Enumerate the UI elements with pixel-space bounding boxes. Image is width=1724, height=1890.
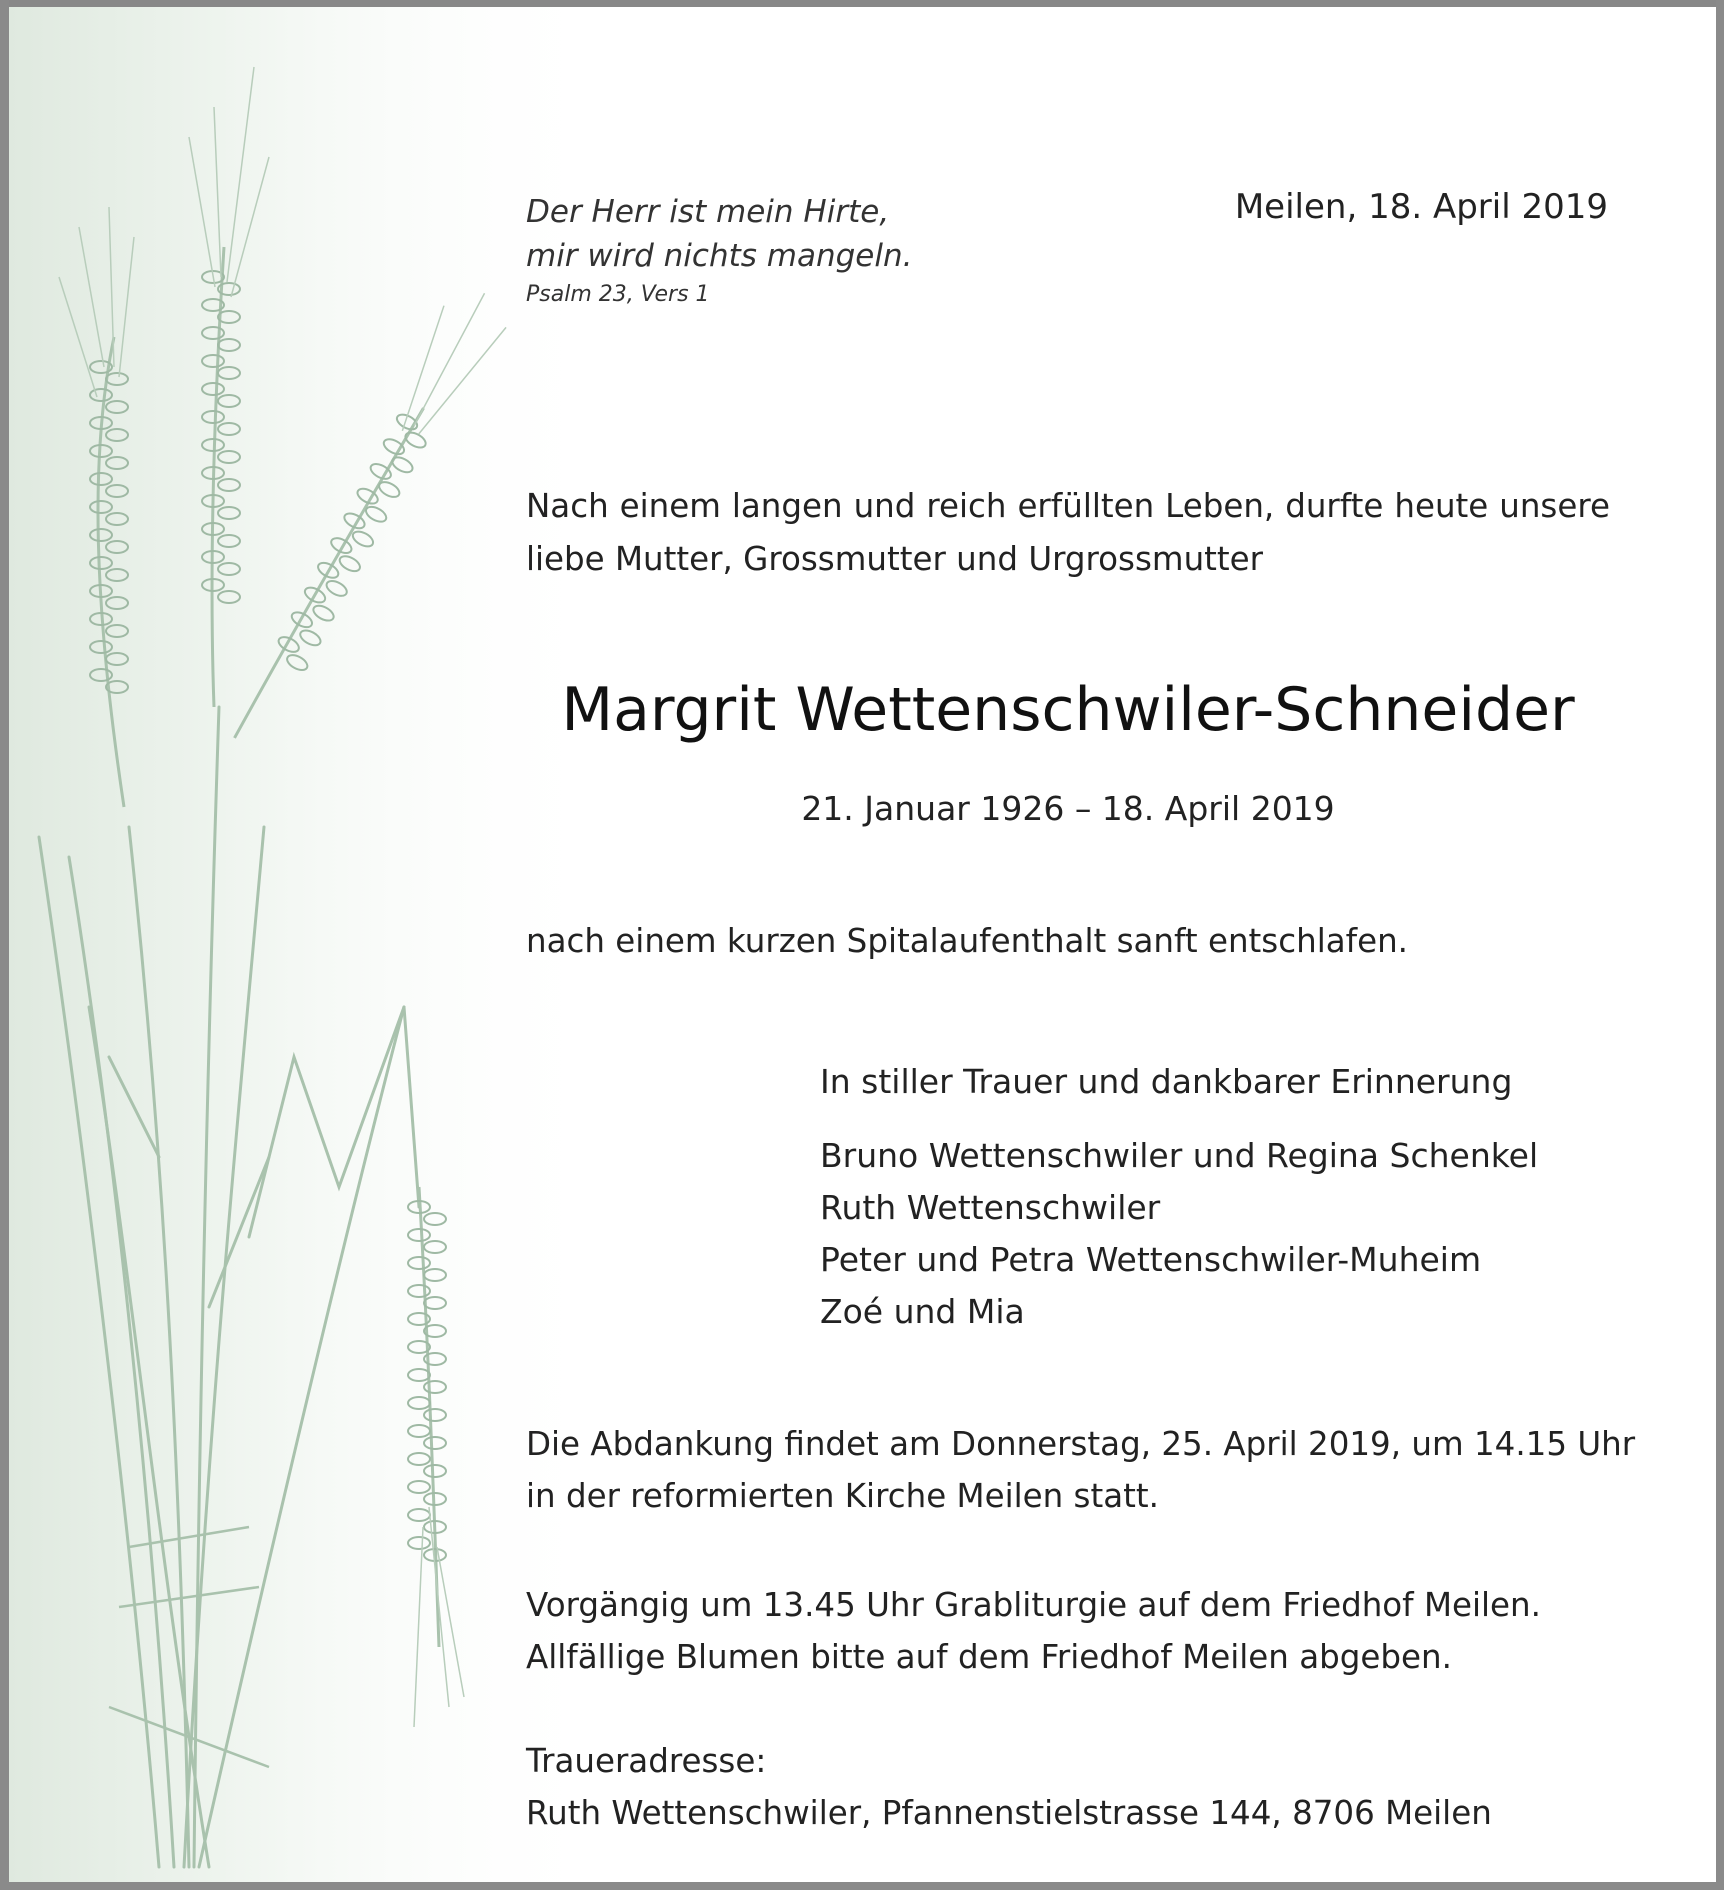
psalm-verse-line-2: mir wird nichts mangeln. (526, 238, 913, 274)
psalm-reference: Psalm 23, Vers 1 (526, 282, 710, 307)
mourner-name: Ruth Wettenschwiler (820, 1188, 1161, 1227)
mourners-list (820, 1130, 1538, 1338)
deceased-lifespan: 21. Januar 1926 – 18. April 2019 (801, 789, 1335, 828)
burial-line-2: Allfällige Blumen bitte auf dem Friedhof Meilen abgeben. (526, 1638, 1452, 1676)
intro-paragraph (526, 480, 1610, 586)
mourning-address (526, 1735, 1492, 1839)
mourner-name: Peter und Petra Wettenschwiler-Muheim (820, 1240, 1482, 1279)
psalm-verse (526, 190, 912, 278)
passing-text: nach einem kurzen Spitalaufenthalt sanft entschlafen. (526, 922, 1409, 960)
address-label: Traueradresse: (526, 1742, 767, 1780)
frame-top-border (0, 0, 1724, 7)
service-line-1: Die Abdankung findet am Donnerstag, 25. April 2019, um 14.15 Uhr (526, 1425, 1636, 1463)
frame-left-border (0, 0, 9, 1890)
deceased-name: Margrit Wettenschwiler-Schneider (561, 675, 1575, 745)
psalm-verse-line-1: Der Herr ist mein Hirte, (526, 194, 890, 230)
wheat-ears-icon (9, 7, 609, 1882)
place-date-line: Meilen, 18. April 2019 (1234, 187, 1608, 227)
mourner-name: Bruno Wettenschwiler und Regina Schenkel (820, 1136, 1539, 1175)
frame-bottom-border (0, 1882, 1724, 1890)
mourner-name: Zoé und Mia (820, 1292, 1025, 1331)
service-line-2: in der reformierten Kirche Meilen statt. (526, 1477, 1159, 1515)
burial-details (526, 1579, 1541, 1683)
frame-right-border (1716, 0, 1724, 1890)
address-value: Ruth Wettenschwiler, Pfannenstielstrasse 144, 8706 Meilen (526, 1794, 1492, 1832)
mourning-heading: In stiller Trauer und dankbarer Erinnerung (820, 1062, 1513, 1101)
intro-line-2: liebe Mutter, Grossmutter und Urgrossmutter (526, 540, 1264, 578)
burial-line-1: Vorgängig um 13.45 Uhr Grabliturgie auf dem Friedhof Meilen. (526, 1586, 1541, 1624)
service-details (526, 1418, 1635, 1522)
intro-line-1: Nach einem langen und reich erfüllten Leben, durfte heute unsere (526, 487, 1610, 525)
wheat-illustration (9, 7, 609, 1882)
